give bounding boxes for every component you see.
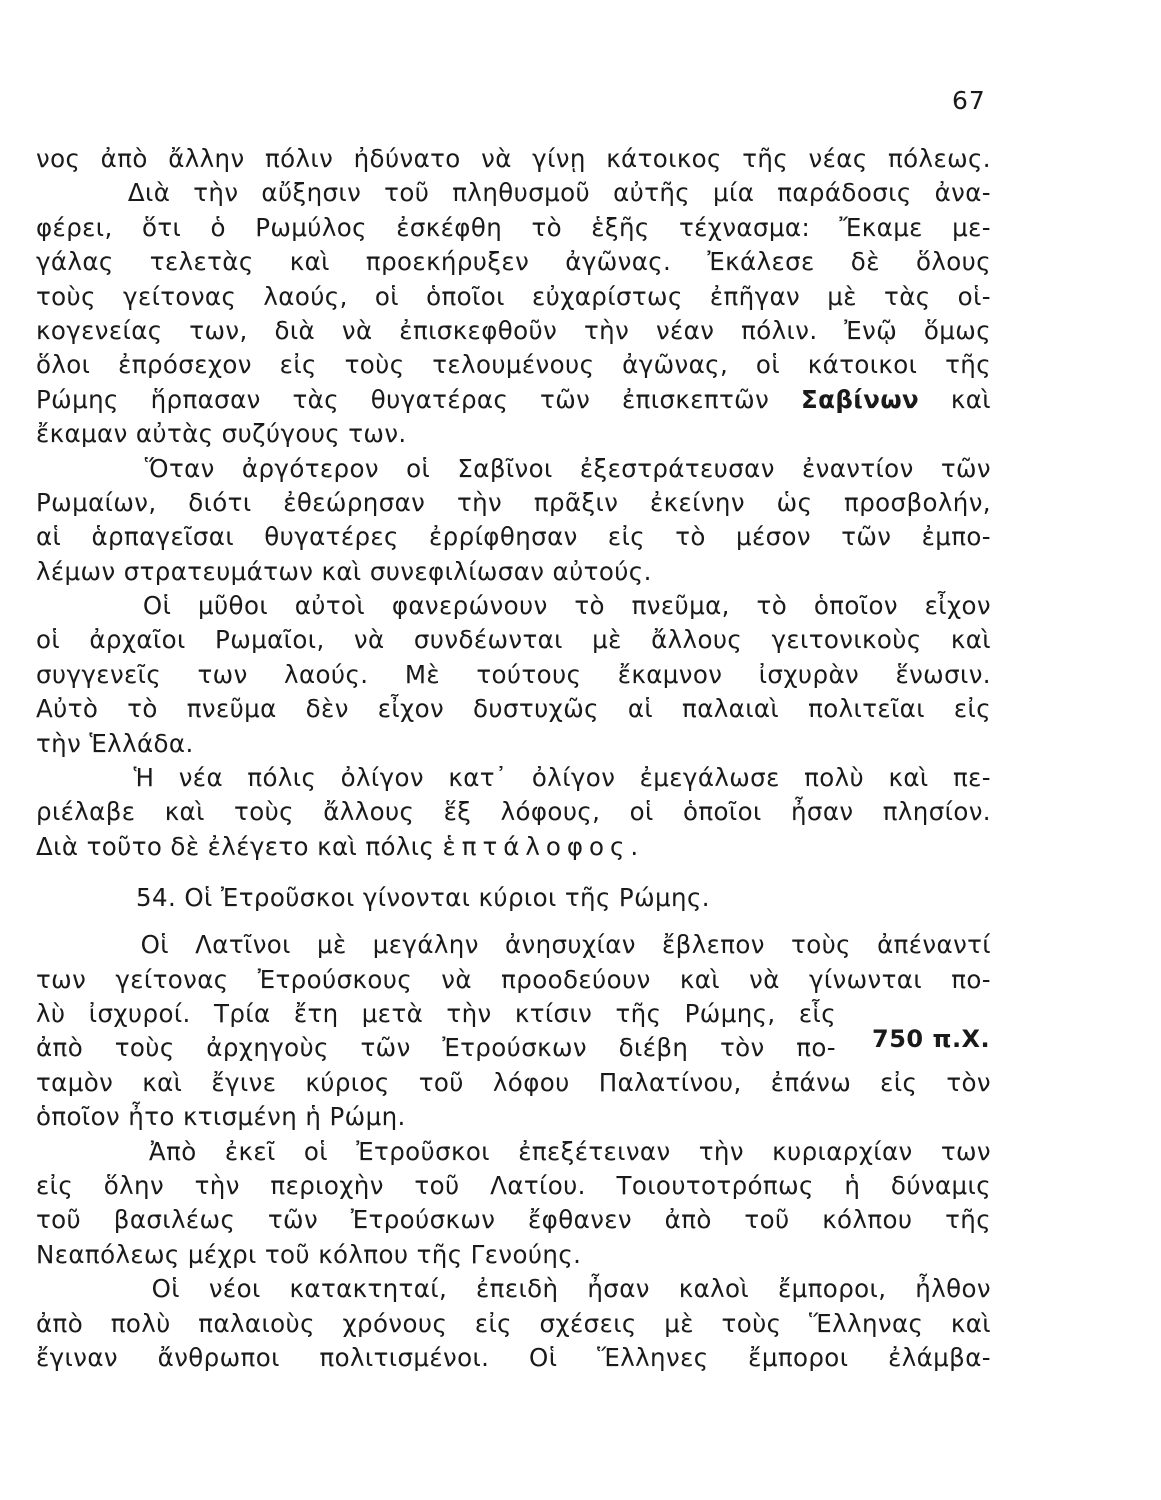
text-line: λέμων στρατευμάτων καὶ συνεφιλίωσαν αὐτούς.: [36, 556, 652, 586]
text-line: Διὰ τὴν αὔξησιν τοῦ πληθυσμοῦ αὐτῆς μία παράδοσις ἀνα-: [36, 178, 991, 208]
text-line: κογενείας των, διὰ νὰ ἐπισκεφθοῦν τὴν νέαν πόλιν. Ἐνῷ ὅμως: [36, 315, 991, 345]
text-line: ὅλοι ἐπρόσεχον εἰς τοὺς τελουμένους ἀγῶνας, οἱ κάτοικοι τῆς: [36, 350, 991, 380]
text-line: συγγενεῖς των λαούς. Μὲ τούτους ἔκαμνον ἰσχυρὰν ἕνωσιν.: [36, 659, 991, 689]
text-line: τοῦ βασιλέως τῶν Ἐτρούσκων ἔφθανεν ἀπὸ τοῦ κόλπου τῆς: [36, 1205, 991, 1235]
text-fragment: Ρώμης ἥρπασαν τὰς θυγατέρας τῶν ἐπισκεπτῶν: [36, 384, 770, 414]
text-line: [36, 383, 991, 417]
text-line: φέρει, ὅτι ὁ Ρωμύλος ἐσκέφθη τὸ ἑξῆς τέχνασμα: Ἔκαμε με-: [36, 212, 991, 242]
text-line: τὴν Ἑλλάδα.: [36, 728, 194, 758]
text-line: ἔκαμαν αὐτὰς συζύγους των.: [36, 419, 407, 449]
text-line: ἀπὸ τοὺς ἀρχηγοὺς τῶν Ἐτρούσκων διέβη τὸν πο-: [36, 1033, 836, 1063]
body-text: [36, 142, 991, 1375]
spaced-word-eptalofos: ἑπτάλοφος.: [442, 831, 645, 861]
text-line: [36, 830, 991, 864]
bold-word-sabinon: Σαβίνων: [800, 384, 920, 414]
section-heading: 54. Οἱ Ἐτροῦσκοι γίνονται κύριοι τῆς Ρώμης.: [136, 883, 710, 913]
text-fragment: Διὰ τοῦτο δὲ ἐλέγετο καὶ πόλις: [36, 831, 435, 861]
text-line: των γείτονας Ἐτρούσκους νὰ προοδεύουν καὶ νὰ γίνωνται πο-: [36, 964, 991, 994]
text-line: Οἱ Λατῖνοι μὲ μεγάλην ἀνησυχίαν ἔβλεπον τοὺς ἀπέναντί: [36, 930, 991, 960]
text-line: ριέλαβε καὶ τοὺς ἄλλους ἕξ λόφους, οἱ ὁποῖοι ἦσαν πλησίον.: [36, 797, 991, 827]
text-line: Οἱ νέοι κατακτηταί, ἐπειδὴ ἦσαν καλοὶ ἔμποροι, ἦλθον: [36, 1274, 991, 1304]
text-line: οἱ ἀρχαῖοι Ρωμαῖοι, νὰ συνδέωνται μὲ ἄλλους γειτονικοὺς καὶ: [36, 625, 991, 655]
text-line: Αὐτὸ τὸ πνεῦμα δὲν εἶχον δυστυχῶς αἱ παλαιαὶ πολιτεῖαι εἰς: [36, 694, 991, 724]
text-line: αἱ ἁρπαγεῖσαι θυγατέρες ἐρρίφθησαν εἰς τὸ μέσον τῶν ἐμπο-: [36, 522, 991, 552]
text-line: λὺ ἰσχυροί. Τρία ἔτη μετὰ τὴν κτίσιν τῆς Ρώμης, εἷς: [36, 998, 836, 1028]
text-line: γάλας τελετὰς καὶ προεκήρυξεν ἀγῶνας. Ἐκάλεσε δὲ ὅλους: [36, 247, 991, 277]
marginal-date-note: 750 π.Χ.: [872, 1025, 991, 1053]
text-line: Ρωμαίων, διότι ἐθεώρησαν τὴν πρᾶξιν ἐκείνην ὡς προσβολήν,: [36, 487, 991, 517]
text-line: νος ἀπὸ ἄλλην πόλιν ἠδύνατο νὰ γίνῃ κάτοικος τῆς νέας πόλεως.: [36, 144, 991, 173]
text-line: ἀπὸ πολὺ παλαιοὺς χρόνους εἰς σχέσεις μὲ τοὺς Ἕλληνας καὶ: [36, 1308, 991, 1338]
page-number: 67: [952, 86, 986, 115]
text-line: ἔγιναν ἄνθρωποι πολιτισμένοι. Οἱ Ἕλληνες ἔμποροι ἐλάμβα-: [36, 1342, 991, 1372]
text-line: Ἀπὸ ἐκεῖ οἱ Ἐτροῦσκοι ἐπεξέτειναν τὴν κυριαρχίαν των: [36, 1136, 991, 1166]
text-line: Οἱ μῦθοι αὐτοὶ φανερώνουν τὸ πνεῦμα, τὸ ὁποῖον εἶχον: [36, 591, 991, 621]
text-line: τοὺς γείτονας λαούς, οἱ ὁποῖοι εὐχαρίστως ἐπῆγαν μὲ τὰς οἱ-: [36, 281, 991, 311]
text-line: Νεαπόλεως μέχρι τοῦ κόλπου τῆς Γενούης.: [36, 1239, 582, 1269]
text-line: εἰς ὅλην τὴν περιοχὴν τοῦ Λατίου. Τοιουτοτρόπως ἡ δύναμις: [36, 1170, 991, 1200]
text-line: ὁποῖον ἦτο κτισμένη ἡ Ρώμη.: [36, 1102, 406, 1132]
text-line: ταμὸν καὶ ἔγινε κύριος τοῦ λόφου Παλατίνου, ἐπάνω εἰς τὸν: [36, 1067, 991, 1097]
text-line: Ἡ νέα πόλις ὀλίγον κατ᾽ ὀλίγον ἐμεγάλωσε πολὺ καὶ πε-: [36, 763, 991, 793]
text-fragment: καὶ: [950, 384, 991, 414]
text-line: Ὅταν ἀργότερον οἱ Σαβῖνοι ἐξεστράτευσαν ἐναντίον τῶν: [36, 453, 991, 483]
